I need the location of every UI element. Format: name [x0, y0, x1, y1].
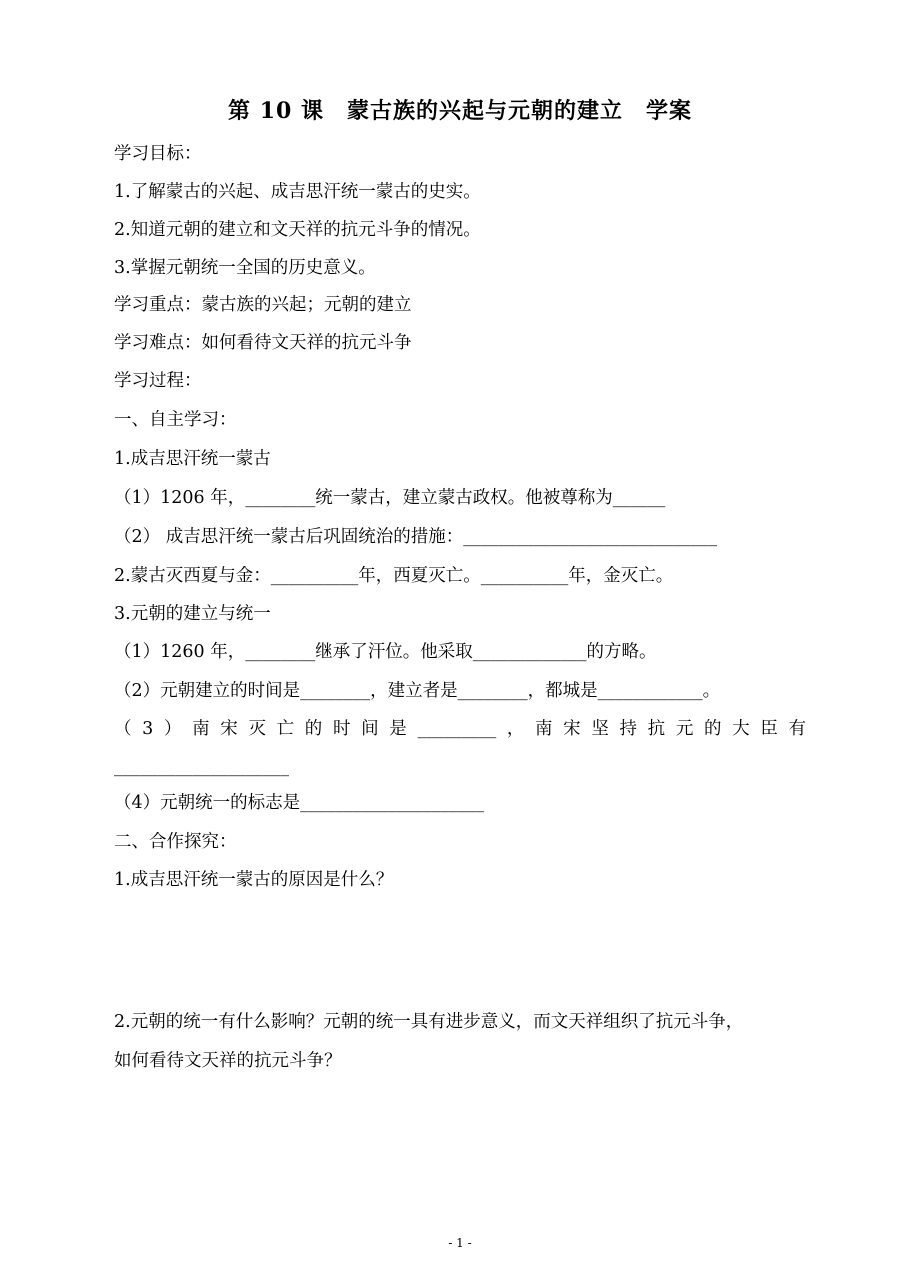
question-1-1: （1）1206 年，________统一蒙古，建立蒙古政权。他被尊称为______ — [114, 488, 666, 508]
question-3-4: （4）元朝统一的标志是_____________________ — [114, 793, 484, 813]
question-3-3-line-2: ____________________ — [114, 757, 289, 777]
objective-2: 2.知道元朝的建立和文天祥的抗元斗争的情况。 — [114, 220, 481, 240]
process-heading: 学习过程： — [114, 371, 202, 391]
question-3-3-line-1 — [114, 717, 806, 741]
cooperative-question-2-line-2: 如何看待文天祥的抗元斗争？ — [114, 1051, 342, 1071]
question-1-2: （2） 成吉思汗统一蒙古后巩固统治的措施：_____________________________ — [114, 527, 717, 547]
question-3-3-text: （3）南宋灭亡的时间是_________，南宋坚持抗元的大臣有 — [114, 719, 806, 739]
page-number: - 1 - — [448, 1236, 472, 1250]
question-1-heading: 1.成吉思汗统一蒙古 — [114, 449, 271, 469]
objective-3: 3.掌握元朝统一全国的历史意义。 — [114, 258, 376, 278]
question-2: 2.蒙古灭西夏与金：__________年，西夏灭亡。__________年，金灭亡。 — [114, 566, 674, 586]
difficult-points: 学习难点：如何看待文天祥的抗元斗争 — [114, 333, 412, 353]
cooperative-question-2-line-1: 2.元朝的统一有什么影响？元朝的统一具有进步意义，而文天祥组织了抗元斗争， — [114, 1012, 744, 1032]
section-1-heading: 一、自主学习： — [114, 410, 237, 430]
question-3-1: （1）1260 年，________继承了汗位。他采取_____________的方略。 — [114, 642, 657, 662]
objectives-heading: 学习目标： — [114, 144, 202, 164]
document-title: 第 10 课 蒙古族的兴起与元朝的建立 学案 — [228, 98, 692, 124]
objective-1: 1.了解蒙古的兴起、成吉思汗统一蒙古的史实。 — [114, 182, 481, 202]
section-2-heading: 二、合作探究： — [114, 832, 237, 852]
question-3-2: （2）元朝建立的时间是________，建立者是________，都城是____________。 — [114, 681, 721, 701]
key-points: 学习重点：蒙古族的兴起；元朝的建立 — [114, 295, 412, 315]
cooperative-question-1: 1.成吉思汗统一蒙古的原因是什么？ — [114, 870, 394, 890]
question-3-heading: 3.元朝的建立与统一 — [114, 604, 271, 624]
